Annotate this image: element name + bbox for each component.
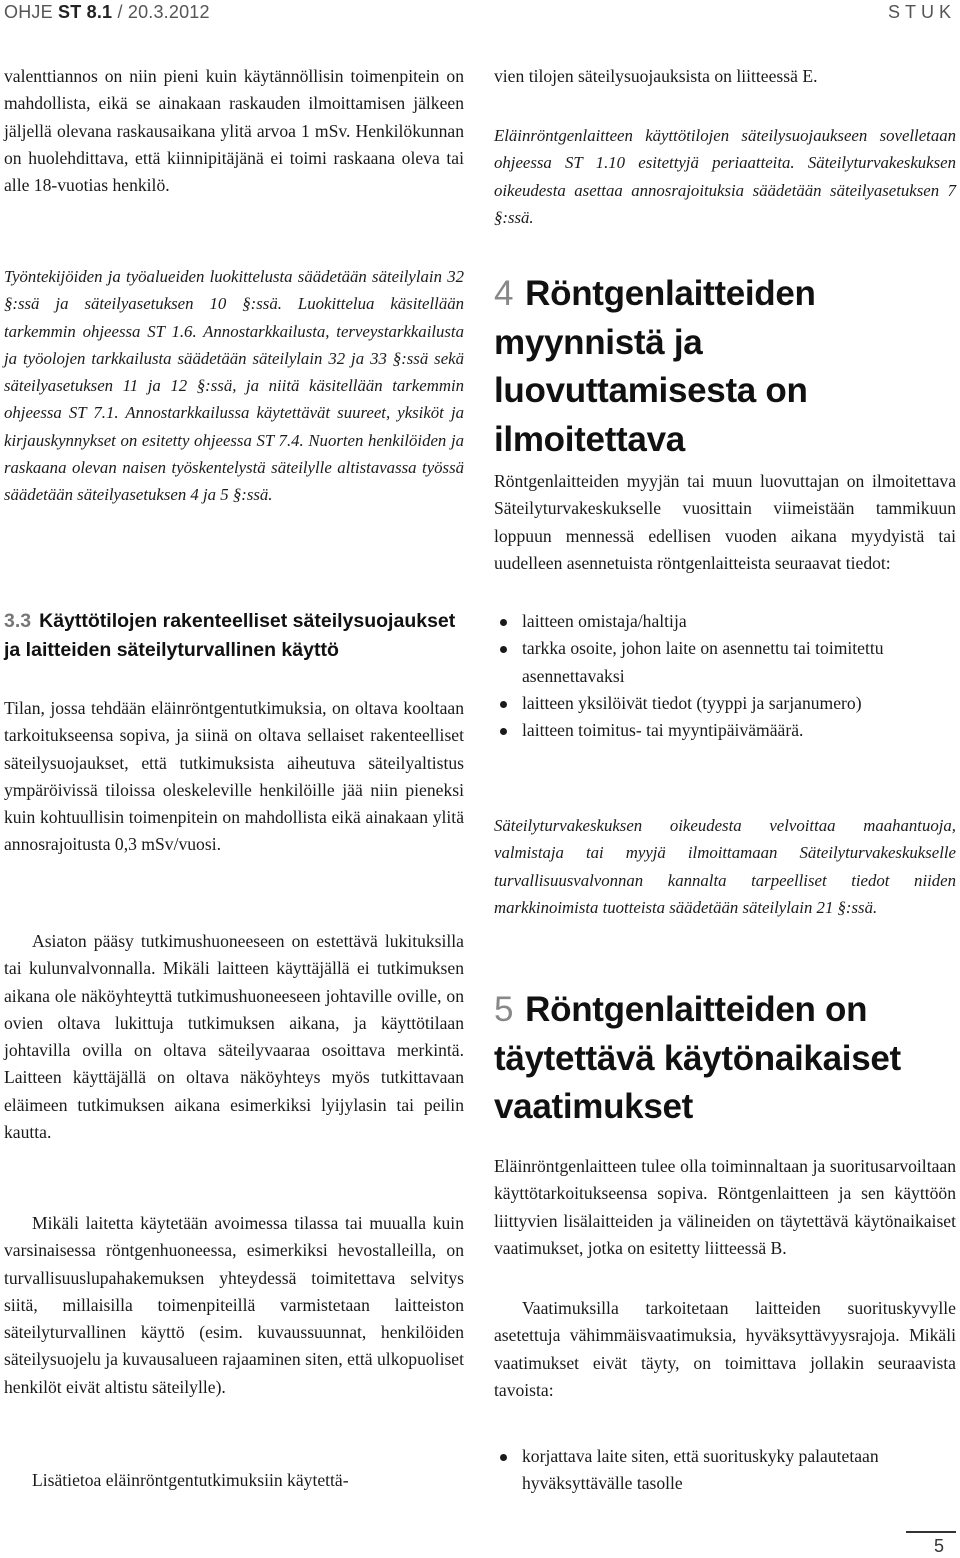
section-title: Käyttötilojen rakenteelliset säteilysuojaukset ja laitteiden säteilyturvallinen käyttö [4, 610, 456, 661]
paragraph-intro: valenttiannos on niin pieni kuin käytännöllisin toimenpitein on mahdollista, eikä se ainakaan raskauden ilmoittamisen jälkeen jäljellä olevana raskausaikana ylitä arvoa 1 mSv. Henkilökunnan on huolehdittava, että kiinnipitäjänä ei toimi raskaana oleva tai alle 18-vuotias henkilö. [4, 66, 464, 196]
paragraph-requirements: Vaatimuksilla tarkoitetaan laitteiden suorituskyvylle asetettuja vähimmäisvaatimuksia, hyväksyttävyysrajoja. Mikäli vaatimukset eivät täyty, on toimittava jollakin seuraavista tavoista: [494, 1298, 956, 1400]
section-4-heading [494, 270, 956, 464]
paragraph-more-info: Lisätietoa eläinröntgentutkimuksiin käytettä- [32, 1470, 349, 1490]
section-number: 5 [494, 990, 514, 1029]
notification-items-list [494, 608, 956, 744]
section-title: Röntgenlaitteiden myynnistä ja luovuttamisesta on ilmoitettava [494, 274, 816, 459]
list-item: laitteen omistaja/haltija [494, 608, 956, 635]
guide-date: / 20.3.2012 [112, 2, 210, 22]
paragraph-seller-notification: Röntgenlaitteiden myyjän tai muun luovuttajan on ilmoitettava Säteilyturvakeskukselle vuosittain viimeistään tammikuun loppuun mennessä edellisen vuoden aikana myydyistä tai uudelleen asennetuista röntgenlaitteista seuraavat tiedot: [494, 471, 956, 573]
paragraph-continuation: vien tilojen säteilysuojauksista on liitteessä E. [494, 66, 818, 86]
bullet-icon [500, 728, 507, 735]
list-item: tarkka osoite, johon laite on asennettu tai toimitettu asennettavaksi [494, 635, 956, 690]
corrective-actions-list [494, 1443, 956, 1498]
footer-rule [906, 1531, 956, 1533]
italic-note-shielding: Eläinröntgenlaitteen käyttötilojen säteilysuojaukseen sovelletaan ohjeessa ST 1.10 esitettyjä periaatteita. Säteilyturvakeskuksen oikeudesta asettaa annosrajoituksia säädetään säteilyasetuksen 7 §:ssä. [494, 126, 956, 227]
paragraph-access-control: Asiaton pääsy tutkimushuoneeseen on estettävä lukituksilla tai kulunvalvonnalla. Mikäli laitteen käyttäjällä ei tutkimuksen aikana ole näköyhteyttä tutkimushuoneeseen johtaville oville, on ovien oltava lukittuja tutkimuksen aikana, ja käyttötilaan johtavilla ovilla on oltava säteilyvaaraa osoittava merkintä. Laitteen käyttäjällä on oltava näköyhteys myös tutkittavaan eläimeen tutkimuksen aikana esimerkiksi lyijylasin tai peilin kautta. [4, 931, 464, 1143]
running-header-guide [4, 2, 210, 23]
section-title: Röntgenlaitteiden on täytettävä käytönaikaiset vaatimukset [494, 990, 901, 1126]
italic-note-obligation: Säteilyturvakeskuksen oikeudesta velvoittaa maahantuoja, valmistaja tai myyjä ilmoittamaan Säteilyturvakeskukselle turvallisuusvalvonnan kannalta tarpeelliset tiedot niiden markkinoimista tuotteista säädetään säteilylain 21 §:ssä. [494, 816, 956, 917]
running-header-org: STUK [887, 2, 956, 22]
list-item: laitteen toimitus- tai myyntipäivämäärä. [494, 717, 956, 744]
italic-note-classification: Työntekijöiden ja työalueiden luokittelusta säädetään säteilylain 32 §:ssä ja säteilyasetuksen 10 §:ssä. Luokittelua käsitellään tarkemmin ohjeessa ST 1.6. Annostarkkailusta, terveystarkkailusta ja työolojen tarkkailusta säädetään säteilylain 32 ja 33 §:ssä sekä säteilyasetuksen 11 ja 12 §:ssä, ja niitä käsitellään tarkemmin ohjeessa ST 7.1. Annostarkkailussa käytettävät suureet, yksiköt ja kirjauskynnykset on esitetty ohjeessa ST 7.4. Nuorten henkilöiden ja raskaana olevan naisen työskentelystä säteilylle altistavassa työssä säädetään säteilyasetuksen 4 ja 5 §:ssä. [4, 267, 464, 505]
paragraph-open-space-use: Mikäli laitetta käytetään avoimessa tilassa tai muualla kuin varsinaisessa röntgenhuoneessa, esimerkiksi hevostalleilla, on turvallisuuslupahakemuksen yhteydessä toimitettava selvitys siitä, millaisilla toimenpiteillä varmistetaan laitteiston säteilyturvallinen käyttö (esim. kuvaussuunnat, henkilöiden säteilysuojelu ja kuvausalueen rajaaminen siten, että ulkopuoliset henkilöt eivät altistu säteilylle). [4, 1213, 464, 1397]
guide-prefix: OHJE [4, 2, 59, 22]
paragraph-room-requirements: Tilan, jossa tehdään eläinröntgentutkimuksia, on oltava kooltaan tarkoitukseensa sopiva, ja siinä on oltava sellaiset rakenteelliset säteilysuojaukset, että tutkimuksista aiheutuva säteilyaltistus ympäröivissä tiloissa oleskeleville henkilöille jää niin pieneksi kuin kohtuullisin toimenpitein on mahdollista eikä ainakaan ylitä annosrajoitusta 0,3 mSv/vuosi. [4, 698, 464, 855]
bullet-icon [500, 619, 507, 626]
section-5-heading [494, 986, 956, 1132]
bullet-icon [500, 646, 507, 653]
section-number: 4 [494, 274, 514, 313]
list-item: laitteen yksilöivät tiedot (tyyppi ja sarjanumero) [494, 690, 956, 717]
page-number: 5 [934, 1536, 945, 1556]
section-3-3-heading [4, 607, 464, 665]
guide-code: ST 8.1 [58, 2, 113, 22]
bullet-icon [500, 701, 507, 708]
paragraph-device-suitability: Eläinröntgenlaitteen tulee olla toiminnaltaan ja suoritusarvoiltaan käyttötarkoitukseensa sopiva. Röntgenlaitteen ja sen käyttöön liittyvien lisälaitteiden ja välineiden on täytettävä käytönaikaiset vaatimukset, jotka on esitetty liitteessä B. [494, 1156, 956, 1258]
bullet-icon [500, 1454, 507, 1461]
section-number: 3.3 [4, 610, 32, 632]
list-item: korjattava laite siten, että suorituskyky palautetaan hyväksyttävälle tasolle [494, 1443, 956, 1498]
